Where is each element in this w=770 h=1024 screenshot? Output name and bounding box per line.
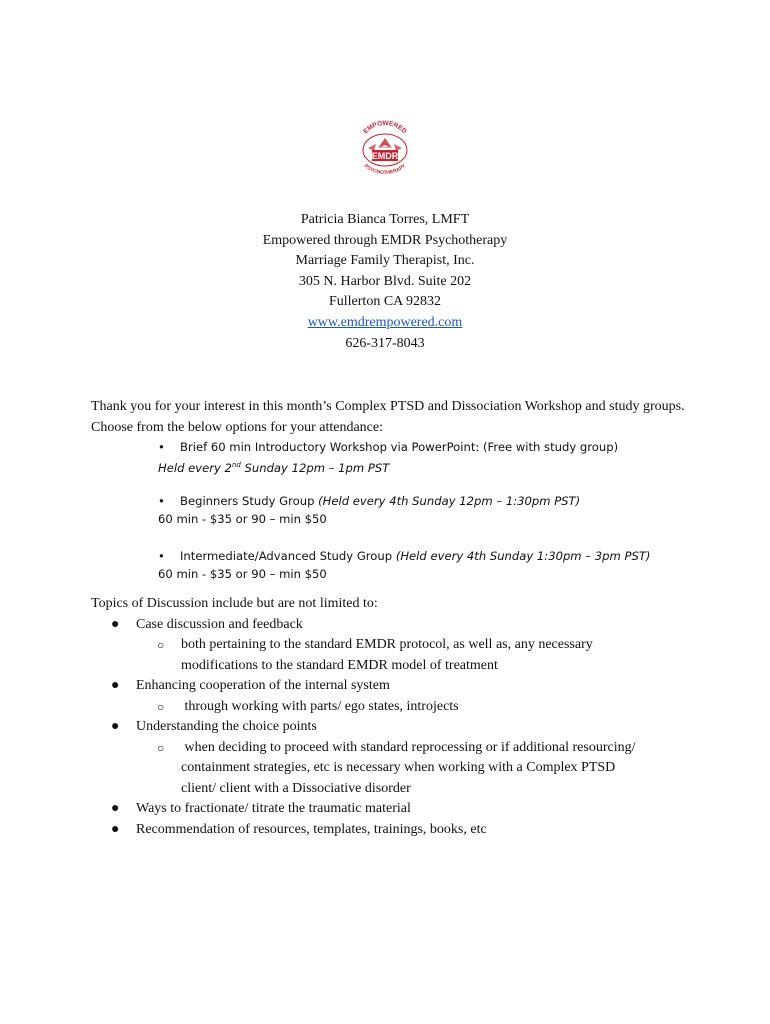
company-name: Marriage Family Therapist, Inc. xyxy=(295,253,475,269)
topic-item: ● Ways to fractionate/ titrate the traumatic material xyxy=(111,801,411,816)
bullet: • xyxy=(158,440,165,454)
logo-bottom-text: PSYCHOTHERAPY xyxy=(362,163,408,177)
topic-subitem-continued: client/ client with a Dissociative disorder xyxy=(181,780,411,796)
topic-subitem: ○ through working with parts/ ego states, introjects xyxy=(157,698,459,714)
topic-subitem: ○ both pertaining to the standard EMDR protocol, as well as, any necessary xyxy=(157,637,593,652)
topics-heading: Topics of Discussion include but are not limited to: xyxy=(91,596,378,611)
website-link[interactable]: www.emdrempowered.com xyxy=(307,314,463,330)
practice-name: Empowered through EMDR Psychotherapy xyxy=(262,232,508,248)
option-schedule: (Held every 4th Sunday 1:30pm – 3pm PST) xyxy=(395,549,651,563)
bullet: • xyxy=(158,549,165,563)
option-title: Beginners Study Group xyxy=(180,494,319,508)
option-advanced-group xyxy=(158,547,718,583)
address-line-2: Fullerton CA 92832 xyxy=(328,294,441,310)
topic-item: ● Recommendation of resources, templates, trainings, books, etc xyxy=(111,821,487,837)
option-price: 60 min - $35 or 90 – min $50 xyxy=(158,512,327,526)
logo-small-text: through xyxy=(379,145,391,149)
phone-number: 626-317-8043 xyxy=(345,335,425,351)
topic-item: ● Understanding the choice points xyxy=(111,719,317,734)
logo-top-text: EMPOWERED xyxy=(362,119,408,136)
topic-item: ● Enhancing cooperation of the internal system xyxy=(111,678,390,693)
option-title: Brief 60 min Introductory Workshop via PowerPoint: (Free with study group) xyxy=(180,440,619,454)
topic-item: ● Case discussion and feedback xyxy=(111,616,303,632)
option-beginners-group xyxy=(158,492,718,528)
option-price: 60 min - $35 or 90 – min $50 xyxy=(158,567,327,581)
intro-paragraph: Thank you for your interest in this month’s Complex PTSD and Dissociation Workshop and study groups. Choose from the below options for your attendance: xyxy=(91,399,685,435)
address-line-1: 305 N. Harbor Blvd. Suite 202 xyxy=(298,273,472,289)
logo-center-text: EMDR xyxy=(371,151,399,161)
option-schedule: (Held every 4th Sunday 12pm – 1:30pm PST) xyxy=(318,494,581,508)
option-title: Intermediate/Advanced Study Group xyxy=(180,549,396,563)
svg-text:EMPOWERED xyxy=(362,120,408,136)
topic-subitem: ○ when deciding to proceed with standard reprocessing or if additional resourcing/ xyxy=(157,739,636,755)
option-schedule: Held every 2nd Sunday 12pm – 1pm PST xyxy=(158,460,390,475)
topic-subitem-continued: modifications to the standard EMDR model of treatment xyxy=(181,657,498,673)
topics-section xyxy=(91,594,711,840)
svg-text:PSYCHOTHERAPY xyxy=(363,163,408,176)
empowered-emdr-logo xyxy=(350,118,420,178)
topic-subitem-continued: containment strategies, etc is necessary when working with a Complex PTSD xyxy=(181,760,616,775)
option-intro-workshop xyxy=(158,438,718,477)
bullet: • xyxy=(158,494,165,508)
contact-header xyxy=(0,210,770,354)
therapist-name: Patricia Bianca Torres, LMFT xyxy=(300,212,470,227)
